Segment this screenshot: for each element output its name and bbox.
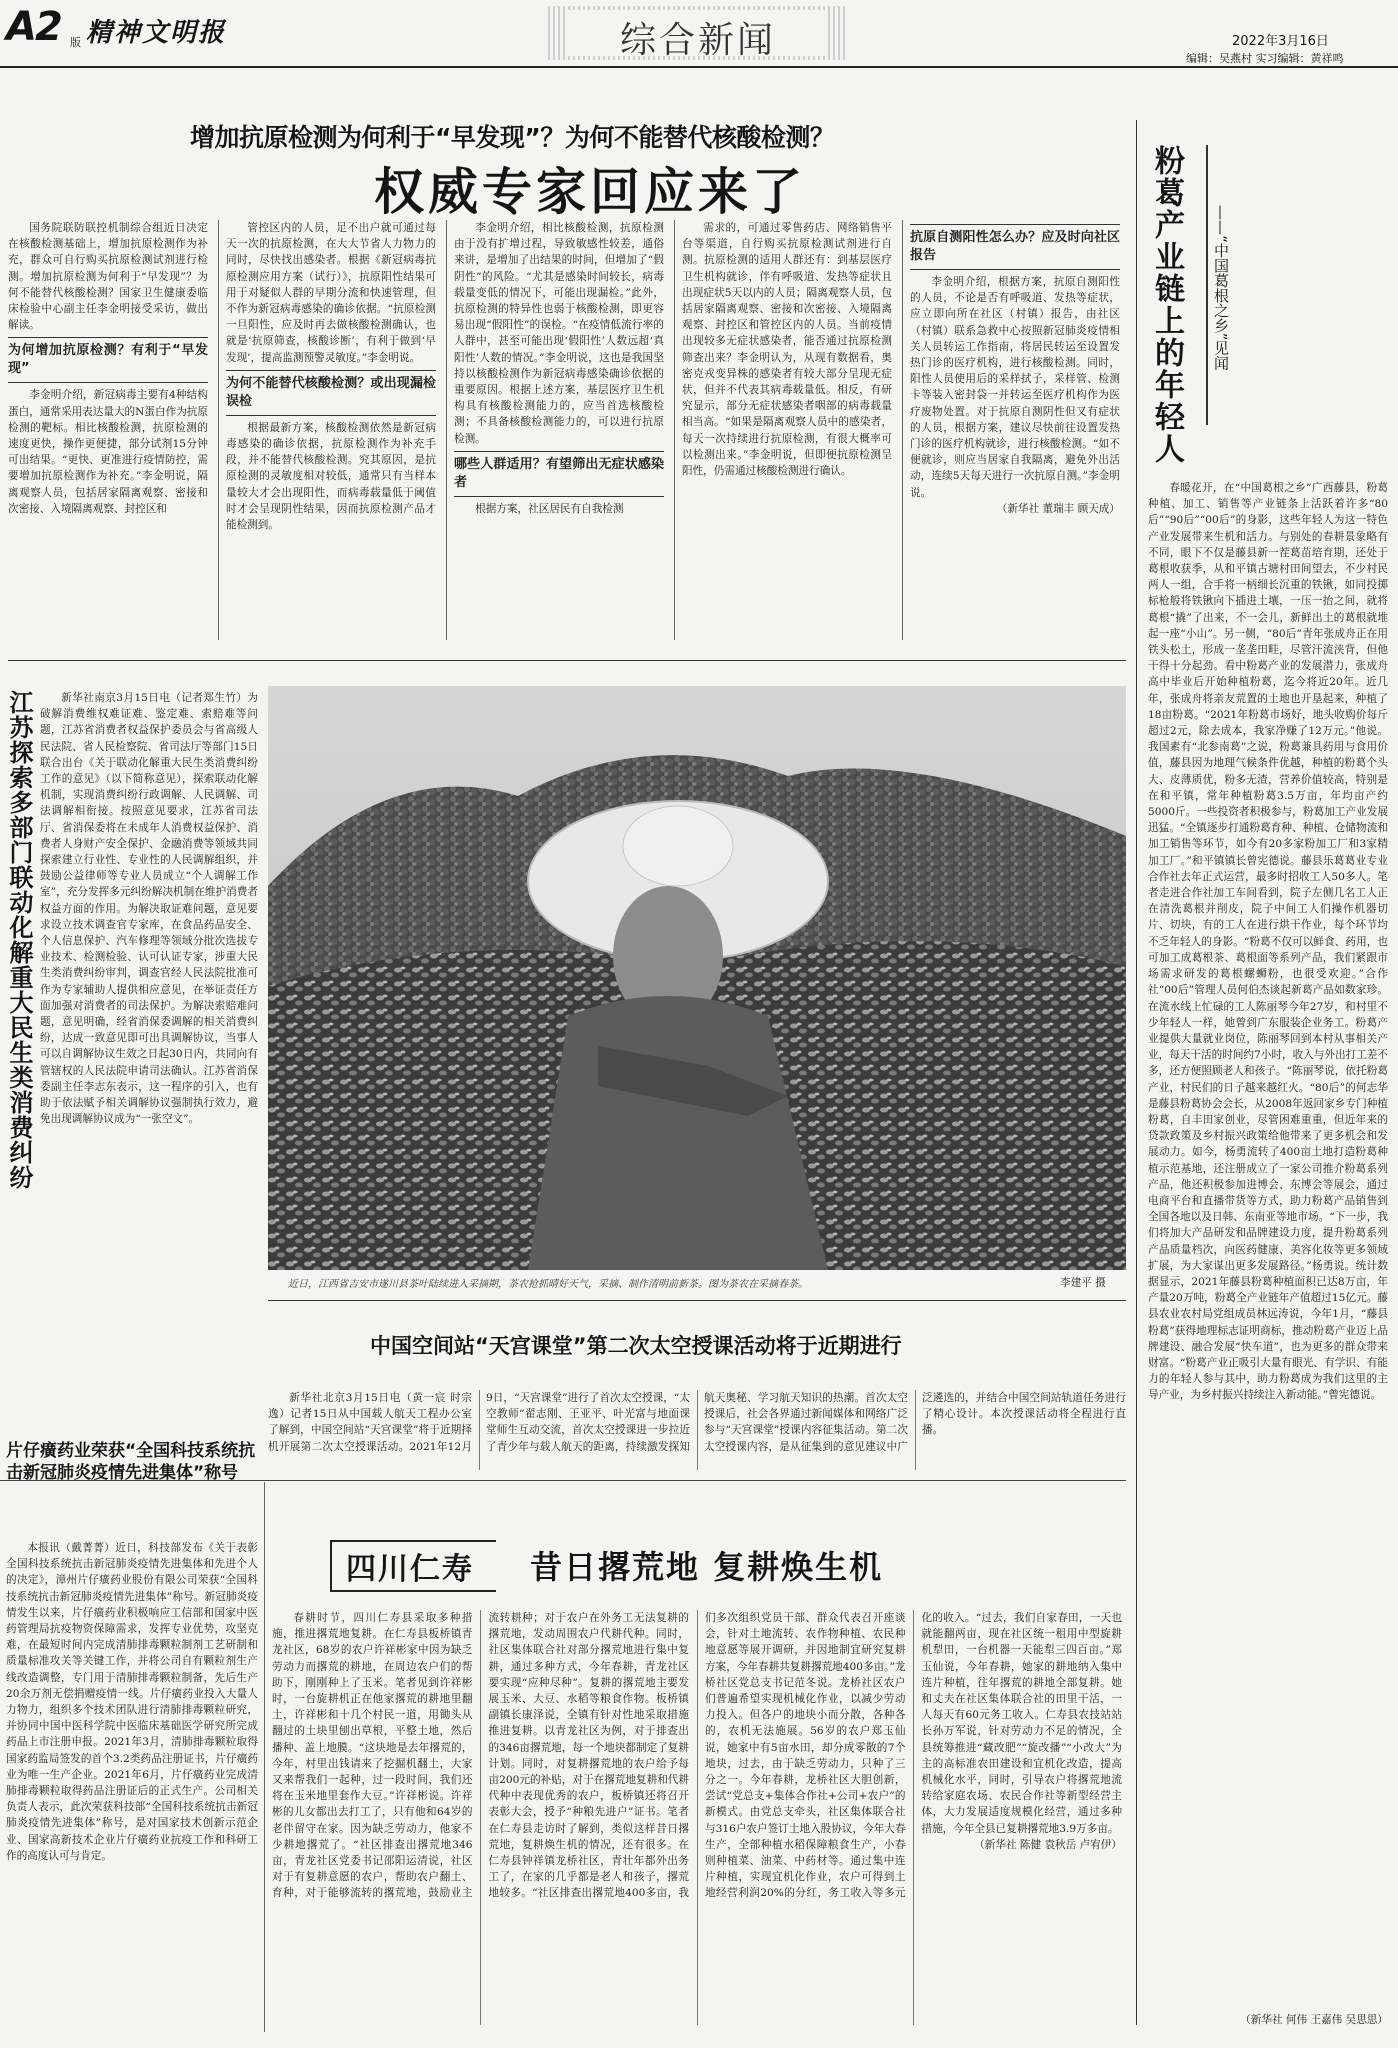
- lead-column-1: 国务院联防联控机制综合组近日决定在核酸检测基础上，增加抗原检测作为补充，群众可自行购买抗原检测试剂进行检测。增加抗原检测为何利于“早发现”？为何不能替代核酸检测？国家卫生健康委临床检验中心副主任李金明接受采访，做出解读。 为何增加抗原检测？有利于“早发现” 李金明介绍，新冠病毒主要有4种结构蛋白，通常采用表达量大的N蛋白作为抗原检测的靶标。相比核酸检测，抗原检测的速度更快，操作更便捷，部分试剂15分钟可出结果。“更快、更准进行疫情防控，需要增加抗原检测作为补充。”李金明说，隔离观察人员，包括居家隔离观察、密接和次密接、入境隔离观察、封控区和: [8, 222, 208, 515]
- lead-column-3: 李金明介绍，相比核酸检测，抗原检测由于没有扩增过程，导致敏感性较差，通俗来讲，是增加了出结果的时间，但增加了“假阴性”的风险。“尤其是感染时间较长，病毒载量变低的情况下，可能出现漏检。”此外，抗原检测的特异性也弱于核酸检测，即更容易出现“假阳性”的误检。“在疫情低流行率的人群中，甚至可能出现‘假阳性’人数远超‘真阳性’人数的情况。”李金明说，这也是我国坚持以核酸检测作为新冠病毒感染确诊依据的重要原因。根据上述方案，基层医疗卫生机构具有核酸检测能力的，应当首选核酸检测；不具备核酸检测能力的，可以进行抗原检测。 哪些人群适用？有望筛出无症状感染者 根据方案，社区居民有自我检测: [454, 222, 664, 515]
- lead-column-5: 抗原自测阳性怎么办？应及时向社区报告 李金明介绍，根据方案，抗原自测阳性的人员，不论是否有呼吸道、发热等症状，应立即向所在社区（村镇）报告，由社区（村镇）联系急救中心按照新冠肺炎疫情相关人员转运工作指南，将居民转运至设置发热门诊的医疗机构，进行核酸检测。同时，阳性人员使用后的采样拭子，采样管、检测卡等装入密封袋一并转运至医疗机构作为医疗废物处置。对于抗原自测阴性但又有症状的人员，根据方案，建议尽快前往设置发热门诊的医疗机构就诊，进行核酸检测。“如不便就诊，则应当居家自我隔离，避免外出活动，连续5天每天进行一次抗原自测。”李金明说。 （新华社 董瑞丰 顾天成）: [910, 220, 1120, 650]
- editor-credits: 编辑：吴燕村 实习编辑：黄祥鸣: [1186, 52, 1344, 65]
- issue-date: 2022年3月16日: [1232, 34, 1329, 49]
- lead-headline: 权威专家回应来了: [374, 163, 806, 221]
- farm-body: 春耕时节，四川仁寿县采取多种措施，推进撂荒地复耕。在仁寿县板桥镇青龙社区，68岁的农户许祥彬家中因为缺乏劳动力而撂荒的耕地，在周边农户们的帮助下，刚刚种上了玉米。笔者见到许祥彬时，一台旋耕机正在他家撂荒的耕地里翻土，许祥彬和十几个村民一道，用锄头从翻过的土块里刨出草根，平整土地，然后播种、盖上地膜。“这块地是去年撂荒的，今年，村里出钱请来了挖掘机翻土，大家又来帮我们一起种，过一段时间，我们还将在玉米地里套作大豆。”许祥彬说。许祥彬的儿女都出去打工了，只有他和64岁的老伴留守在家。因为缺乏劳动力，他家不少耕地撂荒了。“社区排查出撂荒地346亩，青龙社区党委书记邵阳运清说，社区对于有复耕意愿的农户，帮助农户翻土、育种，对于能够流转的撂荒地，鼓励业主流转耕种；对于农户在外务工无法复耕的撂荒地，发动周围农户代耕代种。同时，社区集体联合社对部分撂荒地进行集中复耕，通过多种方式，今年春耕，青龙社区要实现“应种尽种”。复耕的撂荒地主要发展玉米、大豆、水稻等粮食作物。板桥镇副镇长康泽说，全镇有针对性地采取措施推进复耕。以青龙社区为例，对于排查出的346亩撂荒地，每一个地块都制定了复耕计划。同时，对复耕撂荒地的农户给予每亩200元的补贴，对于在撂荒地复耕和代耕代种中表现优秀的农户，板桥镇还将召开表彰大会，授予“种粮先进户”证书。笔者在仁寿县走访时了解到，类似这样昔日撂荒地，复耕焕生机的情况，还有很多。在仁寿县钟祥镇龙桥社区，青壮年都外出务工了，在家的几乎都是老人和孩子，撂荒地较多。“社区排查出撂荒地400多亩，我们多次组织党员干部、群众代表召开座谈会，针对土地流转、农作物种植、农民种地意愿等展开调研，并因地制宜研究复耕方案，今年春耕共复耕撂荒地400多亩。”龙桥社区党总支书记范冬说。龙桥社区农户们普遍希望实现机械化作业，以减少劳动力投入。但各户的地块小而分散，各种各的，农机无法施展。56岁的农户郑玉仙说，她家中有5亩水田，却分成零散的7个地块，过去，由于缺乏劳动力，只种了三分之一。今年春耕，龙桥社区大胆创新，尝试“党总支+集体合作社+公司+农户”的新模式。由党总支牵头，社区集体联合社与316户农户签订土地入股协议，今年大春生产，全部种植水稻保障粮食生产，小春则种植菜、油菜、中药材等。通过集中连片种植，实现宜机化作业，农户可得到土地经营利润20%的分红，务工收入等多元化的收入。“过去，我们自家春田，一天也就能翻两亩，现在社区统一租用中型旋耕机犁田，一台机器一天能犁三四百亩。”郑玉仙说，今年春耕，她家的耕地纳入集中连片种植，往年撂荒的耕地全部复耕。她和丈夫在社区集体联合社的田里干活，一人每天有60元务工收入。仁寿县农技站站长孙万军说，针对劳动力不足的情况，全县统筹推进“藏改肥”“旋改播”“小改大”为主的高标准农田建设和宜机化改造，提高机械化水平，同时，引导农户将撂荒地流转给家庭农场、农民合作社等新型经营主体，大力发展适度规模化经营，通过多种措施，今年全县已复耕撂荒地3.9万多亩。 （新华社 陈健 袁秋岳 卢宥伊）: [272, 1612, 1122, 1900]
- farm-headline: 昔日撂荒地 复耕焕生机: [530, 1548, 884, 1586]
- tea-picking-illustration: [268, 686, 1126, 1270]
- tea-picking-photo: [268, 686, 1126, 1270]
- sidebar-right-title: 粉葛产业链上的年轻人: [1149, 145, 1184, 465]
- masthead: [0, 0, 1398, 68]
- sidebar-right-byline: （新华社 何伟 王嘉伟 吴思思）: [1240, 2014, 1388, 2026]
- lead-column-4: 需求的，可通过零售药店、网络销售平台等渠道，自行购买抗原检测试剂进行自测。抗原检测的适用人群还有：到基层医疗卫生机构就诊，伴有呼吸道、发热等症状且出现症状5天以内的人员；隔离观察人员，包括居家隔离观察、密接和次密接、入境隔离观察、封控区和管控区内的人员。当前疫情出现较多无症状感染者，能否通过抗原检测筛查出来？李金明认为，从现有数据看，奥密克戎变异株的感染者有较大部分呈现无症状，但并不代表其病毒载量低。相反，有研究显示，部分无症状感染者咽部的病毒载量相当高。“如果是隔离观察人员中的感染者，每天一次持续进行抗原检测，有很大概率可以检测出来。”李金明说，但即便抗原检测呈阳性，仍需通过核酸检测进行确认。: [682, 222, 892, 478]
- sidebar-left-title: 江苏探索多部门联动化解重大民生类消费纠纷: [5, 690, 33, 1190]
- lead-byline: （新华社 董瑞丰 顾天成）: [996, 502, 1120, 515]
- space-body: 新华社北京3月15日电（黄一宸 时宗逸）记者15日从中国载人航天工程办公室了解到，中国空间站“天宫课堂”将于近期择机开展第二次太空授课活动。2021年12月9日，“天宫课堂”进行了首次太空授课，“太空教师”翟志刚、王亚平、叶光富与地面课堂师生互动交流，首次太空授课进一步拉近了青少年与载人航天的距离，持续激发探知航天奥秘、学习航天知识的热潮。首次太空授课后，社会各界通过新闻媒体和网络广泛参与“天宫课堂”授课内容征集活动。第二次太空授课内容，是从征集到的意见建议中广泛遴选的，并结合中国空间站轨道任务进行了精心设计。本次授课活动将全程进行直播。: [268, 1392, 1126, 1453]
- lead-column-2: 管控区内的人员，足不出户就可通过每天一次的抗原检测，在大大节省人力物力的同时，尽快找出感染者。根据《新冠病毒抗原检测应用方案（试行）》，抗原阳性结果可用于对疑似人群的早期分流和快速管理，但不作为新冠病毒感染的确诊依据。“抗原检测一旦阳性，应及时再去做核酸检测确认，也就是‘抗原筛查，核酸诊断’，有利于做到‘早发现’，提高监测预警灵敏度。”李金明说。 为何不能替代核酸检测？或出现漏检误检 根据最新方案，核酸检测依然是新冠病毒感染的确诊依据，抗原检测作为补充手段，并不能替代核酸检测。究其原因，是抗原检测的灵敏度相对较低，通常只有当样本量较大才会出现阳性，而病毒载量低于阈值时才会呈现阴性结果，因而抗原检测产品才能检测到。: [226, 222, 436, 532]
- sidebar-right-subtitle: ——“中国葛根之乡”见闻: [1212, 205, 1230, 371]
- pharma-body: 本报讯（戴菁菁）近日，科技部发布《关于表彰全国科技系统抗击新冠肺炎疫情先进集体和先进个人的决定》，漳州片仔癀药业股份有限公司荣获“全国科技系统抗击新冠肺炎疫情先进集体”称号。新冠肺炎疫情发生以来，片仔癀药业积极响应工信部和国家中医药管理局抗疫物资保障需求，发挥专业优势，攻坚克难，在最短时间内完成清肺排毒颗粒制剂工艺研制和质量标准攻关等关键工作，并将公司自有颗粒剂生产线改造调整，专门用于清肺排毒颗粒制备，先后生产20余万剂无偿捐赠疫情一线。片仔癀药业投入大量人力物力，组织多个技术团队进行清肺排毒颗粒研究，并协同中国中医科学院中医临床基础医学研究所完成药品上市注册申报。2021年3月，清肺排毒颗粒取得国家药监局签发的首个3.2类药品注册证书，片仔癀药业为唯一生产企业。2021年6月，片仔癀药业完成清肺排毒颗粒取得药品注册证后的正式生产。公司相关负责人表示，此次荣获科技部“全国科技系统抗击新冠肺炎疫情先进集体”称号，是对国家技术创新示范企业、国家高新技术企业片仔癀药业抗疫工作和科研工作的高度认可与肯定。: [6, 1542, 258, 1862]
- lead-kicker: 增加抗原检测为何利于“早发现”？为何不能替代核酸检测？: [190, 123, 835, 152]
- space-headline: 中国空间站“天宫课堂”第二次太空授课活动将于近期进行: [370, 1334, 902, 1358]
- photo-credit: 李建平 摄: [1060, 1277, 1106, 1289]
- photo-caption: 近日，江西省吉安市遂川县茶叶陆续进入采摘期，茶农抢抓晴好天气，采摘、制作清明前新茶。图为茶农在采摘春茶。: [288, 1279, 808, 1290]
- paper-name: 精神文明报: [86, 18, 227, 48]
- lead-subhead-1: 为何增加抗原检测？有利于“早发现”: [8, 337, 208, 383]
- lead-subhead-4: 抗原自测阳性怎么办？应及时向社区报告: [910, 224, 1120, 270]
- farm-byline: （新华社 陈健 袁秋岳 卢宥伊）: [974, 1838, 1122, 1851]
- pharma-headline: 片仔癀药业荣获“全国科技系统抗击新冠肺炎疫情先进集体”称号: [6, 1441, 256, 1483]
- page-suffix: 版: [70, 36, 81, 49]
- sidebar-right-title-block: [1150, 145, 1250, 475]
- farm-headline-place: 四川仁寿: [330, 1540, 496, 1592]
- section-banner: [548, 6, 848, 60]
- lead-subhead-2: 为何不能替代核酸检测？或出现漏检误检: [226, 370, 436, 416]
- section-title: 综合新闻: [619, 20, 776, 61]
- lead-subhead-3: 哪些人群适用？有望筛出无症状感染者: [454, 451, 664, 497]
- sidebar-left-body: 新华社南京3月15日电（记者郑生竹）为破解消费维权难证难、鉴定难、索赔难等问题，江苏省消费者权益保护委员会与省高级人民法院、省人民检察院、省司法厅等部门15日联合出台《关于联动化解重大民生类消费纠纷工作的意见》（以下简称意见），探索联动化解机制，实现消费纠纷行政调解、人民调解、司法调解相衔接。按照意见要求，江苏省司法厅、省消保委将在未成年人消费权益保护、消费者人身财产安全保护、金融消费等领域共同探索建立行业性、专业性的人民调解组织，并鼓励公益律师等专业人员成立“个人调解工作室”，充分发挥多元纠纷解决机制在维护消费者权益方面的作用。为解决取证难问题，意见要求设立技术调查官专家库，在食品药品安全、个人信息保护、汽车修理等领域分批次选拔专业技术、检测检验、认可认证专家，涉重大民生类消费纠纷审判，调查官经人民法院批准可作为专家辅助人提供相应意见，在举证责任方面加强对消费者的司法保护。为解决索赔难问题，意见明确，经省消保委调解的相关消费纠纷，达成一致意见即可出具调解协议，当事人可以自调解协议生效之日起30日内，共同向有管辖权的人民法院申请司法确认。江苏省消保委副主任李志东表示，这一程序的引入，也有助于依法赋予相关调解协议强制执行效力，避免出现调解协议成为“一张空文”。: [40, 692, 258, 1126]
- page-code: A2: [6, 4, 61, 50]
- masthead-rule: [0, 66, 1398, 68]
- sidebar-right-body: 春暖花开，在“中国葛根之乡”广西藤县，粉葛种植、加工、销售等产业链条上活跃着许多“80后”“90后”“00后”的身影，这些年轻人为这一特色产业发展带来生机和活力。与别处的春耕景象略有不同，眼下不仅是藤县新一茬葛苗培育期，还处于葛根收获季，从和平镇古塘村田间望去，不少村民两人一组，合手将一柄细长沉重的铁锹，如同投掷标枪般将铁锹向下插进土壤，一压一抬之间，就将葛根“撬”了出来，不一会儿，新鲜出土的葛根就堆起一座“小山”。另一侧，“80后”青年张成舟正在用铁头松土，形成一垄垄田畦，尽管汗流浃背，但他干得十分起劲。看中粉葛产业的发展潜力，张成舟高中毕业后开始种植粉葛，迄今将近20年。近几年，张成舟将亲友荒置的土地也开垦起来，种植了18亩粉葛。“2021年粉葛市场好，地头收购价每斤超过2元，除去成本，我家净赚了12万元。”他说。我国素有“北参南葛”之说，粉葛兼具药用与食用价值，藤县因为地理气候条件优越，种植的粉葛个头大、皮薄质优，粉多无渣，营养价值较高，特别是在和平镇，常年种植粉葛3.5万亩，年均亩产约5000斤。一些投资者积极参与，粉葛加工产业发展迅猛。“全镇逐步打通粉葛育种、种植、仓储物流和加工销售等环节，如今有20多家粉加工厂和3家精加工厂。”和平镇镇长曾宪德说。藤县乐葛葛业专业合作社去年正式运营，最多时招收工人50多人。笔者走进合作社加工车间看到，院子左侧几名工人正在清洗葛根并削皮，院子中间工人们操作机器切片、切块，有的工人在进行烘干作业，每个环节均不乏年轻人的身影。“粉葛不仅可以鲜食、药用，也可加工成葛根茶、葛根面等系列产品，我们紧跟市场需求研发的葛根螺蛳粉，也很受欢迎。”合作社“00后”管理人员何伯杰谈起新葛产品如数家珍。在流水线上忙碌的工人陈丽琴今年27岁，和村里不少年轻人一样，她曾到广东服装企业务工。粉葛产业提供大量就业岗位，陈丽琴回到本村从事相关产业，每天干活的时间约7小时，收入与外出打工差不多，还方便照顾老人和孩子。“陈丽琴说，依托粉葛产业，村民们的日子越来越红火。“80后”的何志华是藤县粉葛协会会长，从2008年返回家乡专门种植粉葛，自丰田家创业，尽管困难重重，但近年来的贷款政策及乡村振兴政策给他带来了更多机会和发展动力。如今，杨勇流转了400亩土地打造粉葛种植示范基地，还注册成立了一家公司推介粉葛系列产品，他还积极参加进博会、东博会等展会，通过电商平台和直播带货等方式，助力粉葛产品销售到全国各地以及日韩、东南亚等地市场。“下一步，我们将加大产品研发和品牌建设力度，提升粉葛系列产品质量档次，向医药健康、美容化妆等更多领域扩展，为大家谋出更多发展路径。”杨勇说。统计数据显示，2021年藤县粉葛种植面积已达8万亩，年产量20万吨，粉葛全产业链年产值超过15亿元。藤县农业农村局党组成员林远涛说，今年1月，“藤县粉葛”获得地理标志证明商标，推动粉葛产业迈上品牌建设、融合发展“快车道”，也为更多的群众带来财富。“粉葛产业正吸引大量有眼光、有学识、有能力的年轻人参与其中，助力粉葛成为我们这里的主导产业，为乡村振兴持续注入新动能。”曾宪德说。: [1148, 482, 1388, 1402]
- farm-headline-box: [320, 1530, 1080, 1592]
